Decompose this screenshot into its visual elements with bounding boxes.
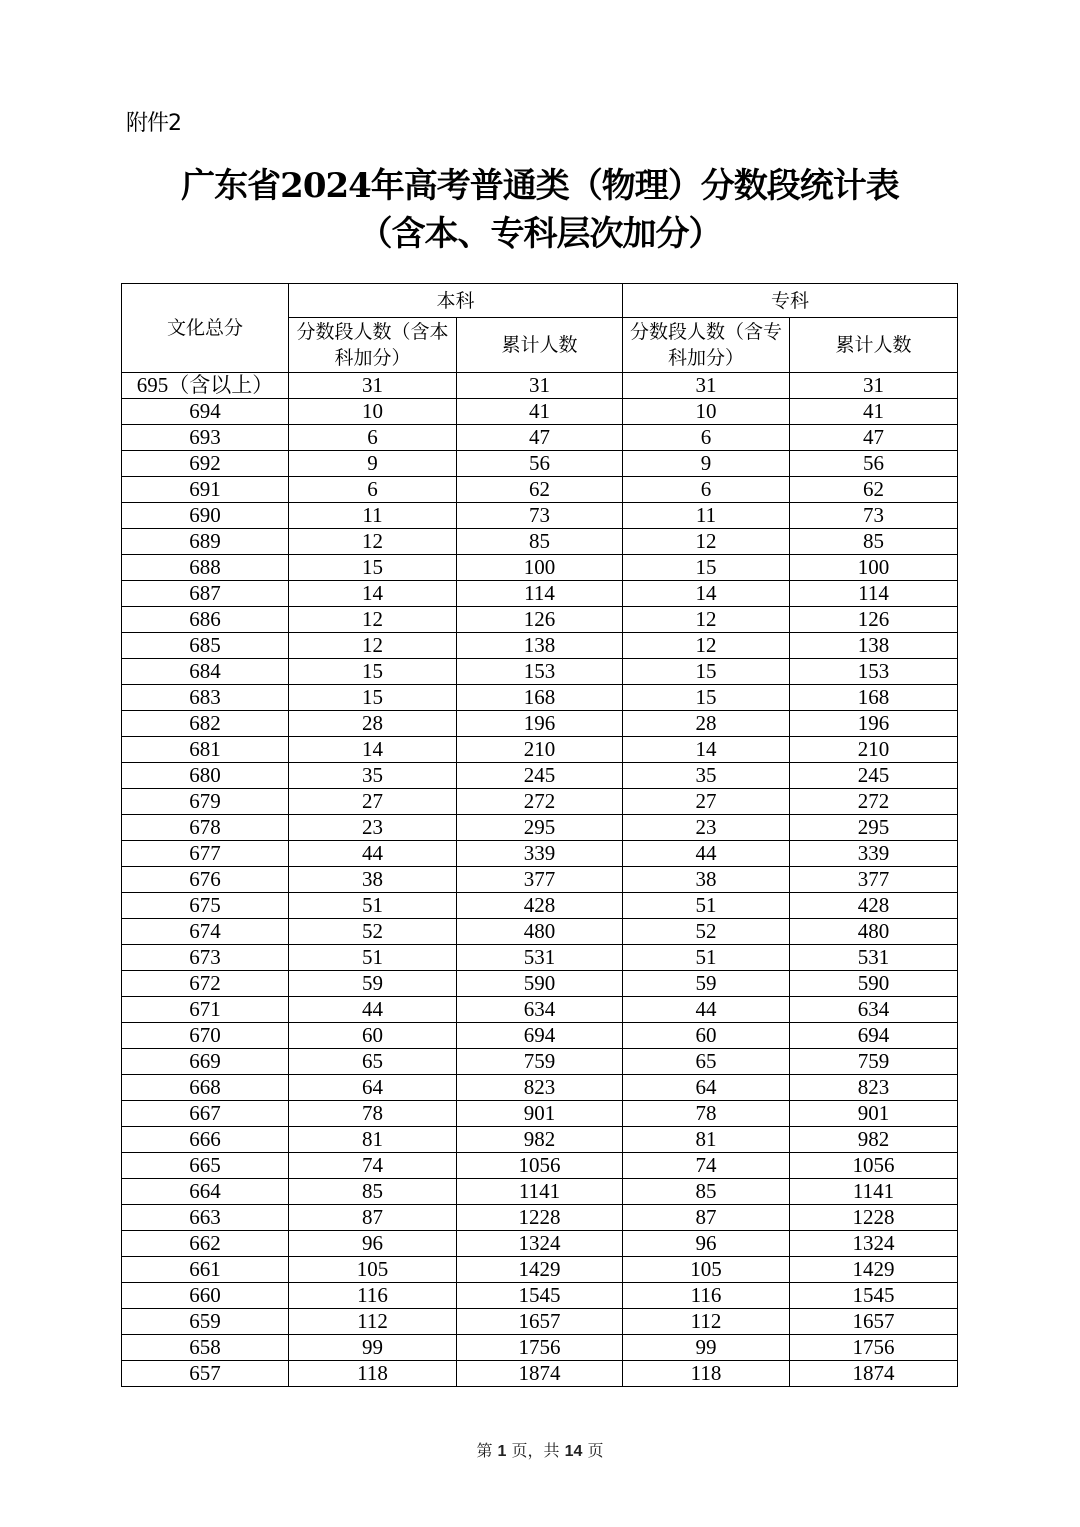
- score-cell: 683: [122, 685, 289, 711]
- table-row: [122, 919, 958, 945]
- junior-college-count-cell: 28: [623, 711, 790, 737]
- score-cell: 657: [122, 1361, 289, 1387]
- table-row: [122, 685, 958, 711]
- score-cell: 675: [122, 893, 289, 919]
- undergraduate-cumulative-cell: 85: [457, 529, 623, 555]
- table-body: [122, 373, 958, 1387]
- junior-college-count-cell: 15: [623, 685, 790, 711]
- header-row-groups: [122, 284, 958, 318]
- junior-college-cumulative-cell: 114: [790, 581, 958, 607]
- junior-college-count-cell: 23: [623, 815, 790, 841]
- undergraduate-cumulative-cell: 982: [457, 1127, 623, 1153]
- junior-college-count-cell: 112: [623, 1309, 790, 1335]
- junior-college-cumulative-cell: 272: [790, 789, 958, 815]
- junior-college-cumulative-cell: 126: [790, 607, 958, 633]
- undergraduate-count-cell: 15: [289, 659, 457, 685]
- undergraduate-count-cell: 65: [289, 1049, 457, 1075]
- junior-college-cumulative-cell: 47: [790, 425, 958, 451]
- junior-college-count-cell: 11: [623, 503, 790, 529]
- score-distribution-table: [121, 283, 958, 1387]
- junior-college-cumulative-cell: 168: [790, 685, 958, 711]
- junior-college-count-cell: 65: [623, 1049, 790, 1075]
- undergraduate-cumulative-cell: 114: [457, 581, 623, 607]
- undergraduate-count-cell: 51: [289, 945, 457, 971]
- junior-college-count-cell: 78: [623, 1101, 790, 1127]
- undergraduate-cumulative-cell: 100: [457, 555, 623, 581]
- score-cell: 676: [122, 867, 289, 893]
- undergraduate-cumulative-cell: 272: [457, 789, 623, 815]
- score-cell: 688: [122, 555, 289, 581]
- undergraduate-cumulative-cell: 1545: [457, 1283, 623, 1309]
- junior-college-cumulative-cell: 73: [790, 503, 958, 529]
- undergraduate-count-cell: 59: [289, 971, 457, 997]
- score-cell: 678: [122, 815, 289, 841]
- junior-college-cumulative-cell: 196: [790, 711, 958, 737]
- score-cell: 667: [122, 1101, 289, 1127]
- junior-college-count-cell: 12: [623, 633, 790, 659]
- score-cell: 689: [122, 529, 289, 555]
- score-cell: 693: [122, 425, 289, 451]
- undergraduate-count-cell: 64: [289, 1075, 457, 1101]
- junior-college-count-cell: 14: [623, 581, 790, 607]
- undergraduate-count-cell: 28: [289, 711, 457, 737]
- junior-college-cumulative-cell: 62: [790, 477, 958, 503]
- table-row: [122, 737, 958, 763]
- table-row: [122, 711, 958, 737]
- undergraduate-count-cell: 6: [289, 425, 457, 451]
- junior-college-count-cell: 6: [623, 477, 790, 503]
- score-column-header: 文化总分: [122, 284, 289, 373]
- table-row: [122, 1049, 958, 1075]
- junior-college-cumulative-cell: 1324: [790, 1231, 958, 1257]
- undergraduate-cumulative-cell: 31: [457, 373, 623, 399]
- score-cell: 685: [122, 633, 289, 659]
- junior-college-cumulative-cell: 100: [790, 555, 958, 581]
- undergraduate-count-cell: 118: [289, 1361, 457, 1387]
- score-cell: 682: [122, 711, 289, 737]
- score-cell: 674: [122, 919, 289, 945]
- table-row: [122, 1127, 958, 1153]
- undergraduate-count-cell: 35: [289, 763, 457, 789]
- score-cell: 677: [122, 841, 289, 867]
- junior-college-cumulative-cell: 1141: [790, 1179, 958, 1205]
- junior-college-cumulative-cell: 531: [790, 945, 958, 971]
- undergraduate-count-cell: 15: [289, 555, 457, 581]
- document-subtitle: （含本、专科层次加分）: [358, 214, 722, 254]
- undergraduate-cumulative-cell: 759: [457, 1049, 623, 1075]
- table-row: [122, 763, 958, 789]
- table-row: [122, 451, 958, 477]
- score-cell: 690: [122, 503, 289, 529]
- undergraduate-cumulative-cell: 339: [457, 841, 623, 867]
- score-cell: 671: [122, 997, 289, 1023]
- score-cell: 668: [122, 1075, 289, 1101]
- junior-college-count-cell: 105: [623, 1257, 790, 1283]
- undergraduate-count-cell: 11: [289, 503, 457, 529]
- table-row: [122, 555, 958, 581]
- junior-college-count-cell: 15: [623, 555, 790, 581]
- undergraduate-count-cell: 51: [289, 893, 457, 919]
- undergraduate-count-header: 分数段人数（含本科加分）: [289, 318, 457, 373]
- score-cell: 672: [122, 971, 289, 997]
- score-cell: 684: [122, 659, 289, 685]
- junior-college-cumulative-cell: 1756: [790, 1335, 958, 1361]
- undergraduate-count-cell: 44: [289, 997, 457, 1023]
- undergraduate-count-cell: 116: [289, 1283, 457, 1309]
- junior-college-cumulative-cell: 694: [790, 1023, 958, 1049]
- junior-college-count-cell: 35: [623, 763, 790, 789]
- table-row: [122, 529, 958, 555]
- undergraduate-count-cell: 12: [289, 529, 457, 555]
- junior-college-cumulative-cell: 823: [790, 1075, 958, 1101]
- table-row: [122, 971, 958, 997]
- junior-college-cumulative-cell: 339: [790, 841, 958, 867]
- undergraduate-count-cell: 14: [289, 581, 457, 607]
- junior-college-count-cell: 14: [623, 737, 790, 763]
- undergraduate-cumulative-cell: 196: [457, 711, 623, 737]
- junior-college-count-cell: 12: [623, 607, 790, 633]
- undergraduate-cumulative-cell: 138: [457, 633, 623, 659]
- junior-college-count-cell: 64: [623, 1075, 790, 1101]
- junior-college-count-cell: 118: [623, 1361, 790, 1387]
- undergraduate-count-cell: 44: [289, 841, 457, 867]
- table-row: [122, 1257, 958, 1283]
- undergraduate-cumulative-cell: 245: [457, 763, 623, 789]
- undergraduate-cumulative-cell: 41: [457, 399, 623, 425]
- footer-middle: 页，共: [511, 1441, 560, 1460]
- score-cell: 662: [122, 1231, 289, 1257]
- undergraduate-count-cell: 6: [289, 477, 457, 503]
- undergraduate-cumulative-cell: 634: [457, 997, 623, 1023]
- junior-college-count-cell: 59: [623, 971, 790, 997]
- table-row: [122, 1335, 958, 1361]
- undergraduate-count-cell: 74: [289, 1153, 457, 1179]
- document-title: 广东省2024年高考普通类（物理）分数段统计表: [181, 166, 899, 206]
- junior-college-count-cell: 44: [623, 841, 790, 867]
- junior-college-count-cell: 10: [623, 399, 790, 425]
- junior-college-cumulative-cell: 1545: [790, 1283, 958, 1309]
- undergraduate-count-cell: 99: [289, 1335, 457, 1361]
- undergraduate-count-cell: 81: [289, 1127, 457, 1153]
- undergraduate-cumulative-cell: 428: [457, 893, 623, 919]
- undergraduate-cumulative-cell: 210: [457, 737, 623, 763]
- table-row: [122, 1309, 958, 1335]
- undergraduate-cumulative-cell: 480: [457, 919, 623, 945]
- footer-suffix: 页: [587, 1441, 604, 1460]
- junior-college-cumulative-cell: 480: [790, 919, 958, 945]
- junior-college-cumulative-cell: 85: [790, 529, 958, 555]
- undergraduate-count-cell: 85: [289, 1179, 457, 1205]
- table-row: [122, 477, 958, 503]
- score-cell: 658: [122, 1335, 289, 1361]
- junior-college-count-cell: 74: [623, 1153, 790, 1179]
- score-cell: 660: [122, 1283, 289, 1309]
- score-cell: 679: [122, 789, 289, 815]
- undergraduate-cumulative-cell: 694: [457, 1023, 623, 1049]
- junior-college-count-cell: 81: [623, 1127, 790, 1153]
- undergraduate-cumulative-cell: 62: [457, 477, 623, 503]
- score-cell: 670: [122, 1023, 289, 1049]
- junior-college-cumulative-cell: 1228: [790, 1205, 958, 1231]
- undergraduate-count-cell: 96: [289, 1231, 457, 1257]
- junior-college-cumulative-cell: 982: [790, 1127, 958, 1153]
- junior-college-count-cell: 44: [623, 997, 790, 1023]
- table-row: [122, 1205, 958, 1231]
- table-row: [122, 997, 958, 1023]
- junior-college-count-cell: 15: [623, 659, 790, 685]
- junior-college-cumulative-cell: 210: [790, 737, 958, 763]
- table-row: [122, 893, 958, 919]
- total-pages-number: 14: [564, 1443, 583, 1460]
- table-row: [122, 1283, 958, 1309]
- table-row: [122, 1153, 958, 1179]
- table-row: [122, 1075, 958, 1101]
- undergraduate-count-cell: 10: [289, 399, 457, 425]
- undergraduate-cumulative-cell: 531: [457, 945, 623, 971]
- junior-college-count-cell: 116: [623, 1283, 790, 1309]
- table-row: [122, 1023, 958, 1049]
- junior-college-cumulative-cell: 56: [790, 451, 958, 477]
- table-row: [122, 1231, 958, 1257]
- undergraduate-cumulative-cell: 56: [457, 451, 623, 477]
- undergraduate-count-cell: 15: [289, 685, 457, 711]
- junior-college-cumulative-cell: 41: [790, 399, 958, 425]
- table-row: [122, 399, 958, 425]
- table-row: [122, 607, 958, 633]
- score-cell: 665: [122, 1153, 289, 1179]
- junior-college-count-cell: 85: [623, 1179, 790, 1205]
- junior-college-cumulative-cell: 1874: [790, 1361, 958, 1387]
- junior-college-count-cell: 51: [623, 945, 790, 971]
- junior-college-cumulative-cell: 138: [790, 633, 958, 659]
- junior-college-count-header: 分数段人数（含专科加分）: [623, 318, 790, 373]
- table-row: [122, 633, 958, 659]
- junior-college-count-cell: 87: [623, 1205, 790, 1231]
- junior-college-cumulative-cell: 245: [790, 763, 958, 789]
- undergraduate-cumulative-cell: 901: [457, 1101, 623, 1127]
- junior-college-cumulative-cell: 377: [790, 867, 958, 893]
- score-cell: 669: [122, 1049, 289, 1075]
- undergraduate-count-cell: 60: [289, 1023, 457, 1049]
- undergraduate-cumulative-cell: 1141: [457, 1179, 623, 1205]
- junior-college-count-cell: 99: [623, 1335, 790, 1361]
- junior-college-cumulative-cell: 901: [790, 1101, 958, 1127]
- junior-college-count-cell: 9: [623, 451, 790, 477]
- undergraduate-count-cell: 31: [289, 373, 457, 399]
- junior-college-count-cell: 96: [623, 1231, 790, 1257]
- score-cell: 687: [122, 581, 289, 607]
- undergraduate-cumulative-cell: 377: [457, 867, 623, 893]
- table-row: [122, 1101, 958, 1127]
- undergraduate-cumulative-cell: 1657: [457, 1309, 623, 1335]
- table-row: [122, 841, 958, 867]
- undergraduate-count-cell: 27: [289, 789, 457, 815]
- junior-college-cumulative-cell: 428: [790, 893, 958, 919]
- undergraduate-cumulative-cell: 590: [457, 971, 623, 997]
- junior-college-cumulative-cell: 590: [790, 971, 958, 997]
- undergraduate-count-cell: 9: [289, 451, 457, 477]
- score-cell: 664: [122, 1179, 289, 1205]
- score-cell: 659: [122, 1309, 289, 1335]
- junior-college-cumulative-cell: 1657: [790, 1309, 958, 1335]
- undergraduate-count-cell: 12: [289, 607, 457, 633]
- undergraduate-count-cell: 105: [289, 1257, 457, 1283]
- table-row: [122, 867, 958, 893]
- undergraduate-cumulative-cell: 73: [457, 503, 623, 529]
- score-cell: 694: [122, 399, 289, 425]
- undergraduate-count-cell: 12: [289, 633, 457, 659]
- undergraduate-cumulative-cell: 1324: [457, 1231, 623, 1257]
- score-cell: 661: [122, 1257, 289, 1283]
- undergraduate-count-cell: 112: [289, 1309, 457, 1335]
- table-row: [122, 425, 958, 451]
- score-cell: 663: [122, 1205, 289, 1231]
- current-page-number: 1: [497, 1443, 507, 1460]
- table-row: [122, 659, 958, 685]
- junior-college-group-header: 专科: [623, 284, 958, 318]
- table-row: [122, 789, 958, 815]
- score-cell: 666: [122, 1127, 289, 1153]
- undergraduate-cumulative-cell: 1056: [457, 1153, 623, 1179]
- junior-college-count-cell: 52: [623, 919, 790, 945]
- score-cell: 691: [122, 477, 289, 503]
- footer-prefix: 第: [476, 1441, 493, 1460]
- junior-college-count-cell: 38: [623, 867, 790, 893]
- table-row: [122, 503, 958, 529]
- score-cell: 673: [122, 945, 289, 971]
- undergraduate-cumulative-cell: 823: [457, 1075, 623, 1101]
- undergraduate-cumulative-cell: 126: [457, 607, 623, 633]
- undergraduate-cumulative-header: 累计人数: [457, 318, 623, 373]
- undergraduate-count-cell: 78: [289, 1101, 457, 1127]
- junior-college-cumulative-cell: 295: [790, 815, 958, 841]
- undergraduate-count-cell: 14: [289, 737, 457, 763]
- undergraduate-cumulative-cell: 1756: [457, 1335, 623, 1361]
- undergraduate-cumulative-cell: 1228: [457, 1205, 623, 1231]
- score-cell: 695（含以上）: [122, 373, 289, 399]
- table-row: [122, 945, 958, 971]
- undergraduate-cumulative-cell: 1874: [457, 1361, 623, 1387]
- undergraduate-group-header: 本科: [289, 284, 623, 318]
- attachment-label: 附件2: [126, 111, 181, 136]
- undergraduate-cumulative-cell: 168: [457, 685, 623, 711]
- undergraduate-cumulative-cell: 153: [457, 659, 623, 685]
- undergraduate-count-cell: 23: [289, 815, 457, 841]
- junior-college-count-cell: 31: [623, 373, 790, 399]
- junior-college-cumulative-cell: 1429: [790, 1257, 958, 1283]
- junior-college-cumulative-cell: 31: [790, 373, 958, 399]
- junior-college-count-cell: 12: [623, 529, 790, 555]
- undergraduate-count-cell: 87: [289, 1205, 457, 1231]
- score-cell: 680: [122, 763, 289, 789]
- undergraduate-cumulative-cell: 1429: [457, 1257, 623, 1283]
- undergraduate-count-cell: 38: [289, 867, 457, 893]
- junior-college-cumulative-header: 累计人数: [790, 318, 958, 373]
- table-row: [122, 373, 958, 399]
- table-row: [122, 581, 958, 607]
- junior-college-count-cell: 51: [623, 893, 790, 919]
- junior-college-cumulative-cell: 1056: [790, 1153, 958, 1179]
- undergraduate-cumulative-cell: 47: [457, 425, 623, 451]
- junior-college-cumulative-cell: 634: [790, 997, 958, 1023]
- undergraduate-count-cell: 52: [289, 919, 457, 945]
- table-row: [122, 815, 958, 841]
- score-cell: 681: [122, 737, 289, 763]
- junior-college-cumulative-cell: 759: [790, 1049, 958, 1075]
- undergraduate-cumulative-cell: 295: [457, 815, 623, 841]
- junior-college-count-cell: 6: [623, 425, 790, 451]
- page-footer: [0, 1438, 1080, 1461]
- score-cell: 692: [122, 451, 289, 477]
- table-row: [122, 1179, 958, 1205]
- junior-college-count-cell: 27: [623, 789, 790, 815]
- junior-college-cumulative-cell: 153: [790, 659, 958, 685]
- table-row: [122, 1361, 958, 1387]
- score-cell: 686: [122, 607, 289, 633]
- junior-college-count-cell: 60: [623, 1023, 790, 1049]
